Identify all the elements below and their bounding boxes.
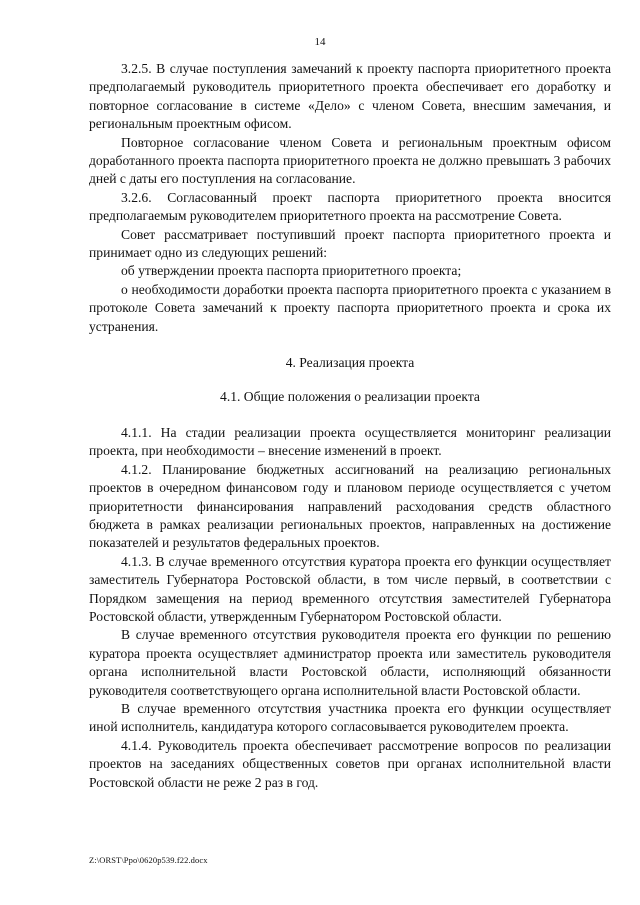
paragraph-leader-absence: В случае временного отсутствия руководителя проекта его функции по решению куратора проекта осуществляет администратор проекта или заместитель руководителя органа исполнительной власти Ростовской области, исполняющий обязанности руководителя соответствующего органа исполнительной власти Ростовской области. — [89, 627, 611, 698]
paragraph-3-2-6: 3.2.6. Согласованный проект паспорта приоритетного проекта вносится предполагаемым руководителем приоритетного проекта на рассмотрение Совета. — [89, 189, 611, 224]
paragraph-decision-revise: о необходимости доработки проекта паспорта приоритетного проекта с указанием в протоколе Совета замечаний к проекту паспорта приоритетного проекта и срока их устранения. — [89, 281, 611, 334]
paragraph-participant-absence: В случае временного отсутствия участника проекта его функции осуществляет иной исполнитель, кандидатура которого согласовывается руководителем проекта. — [89, 701, 611, 735]
paragraph-4-1-2: 4.1.2. Планирование бюджетных ассигнований на реализацию региональных проектов в очередном финансовом году и плановом периоде осуществляется с учетом приоритетности финансирования направлений расходования средств областного бюджета в рамках реализации региональных проектов, направленных на достижение показателей и результатов федеральных проектов. — [89, 461, 611, 551]
subsection-heading: 4.1. Общие положения о реализации проекта — [220, 388, 480, 404]
paragraph-3-2-5: 3.2.5. В случае поступления замечаний к проекту паспорта приоритетного проекта предполагаемый руководитель приоритетного проекта обеспечивает его доработку и повторное согласование в системе «Дело» с членом Совета, внесшим замечания, и региональным проектным офисом. — [89, 61, 611, 132]
paragraph-4-1-4: 4.1.4. Руководитель проекта обеспечивает рассмотрение вопросов по реализации проектов на заседаниях общественных советов при органах исполнительной власти Ростовской области не реже 2 раз в год. — [89, 737, 611, 790]
section-heading: 4. Реализация проекта — [285, 355, 415, 371]
page-number: 14 — [314, 36, 326, 48]
footer-file-path: Z:\ORST\Ppo\0620p539.f22.docx — [89, 855, 208, 865]
paragraph-council-review: Совет рассматривает поступивший проект паспорта приоритетного проекта и принимает одно из следующих решений: — [89, 226, 611, 261]
paragraph-decision-approve: об утверждении проекта паспорта приоритетного проекта; — [121, 263, 462, 279]
paragraph-reapproval: Повторное согласование членом Совета и региональным проектным офисом доработанного проекта паспорта приоритетного проекта не должно превышать 3 рабочих дней с даты его поступления на согласование. — [89, 134, 611, 187]
paragraph-4-1-1: 4.1.1. На стадии реализации проекта осуществляется мониторинг реализации проекта, при необходимости – внесение изменений в проект. — [89, 424, 611, 459]
paragraph-4-1-3: 4.1.3. В случае временного отсутствия куратора проекта его функции осуществляет заместитель Губернатора Ростовской области, в том числе первый, в соответствии с Порядком замещения на период временного отсутствия заместителей Губернатора Ростовской области, утвержденным Губернатором Ростовской области. — [89, 553, 611, 624]
document-body — [89, 60, 611, 792]
